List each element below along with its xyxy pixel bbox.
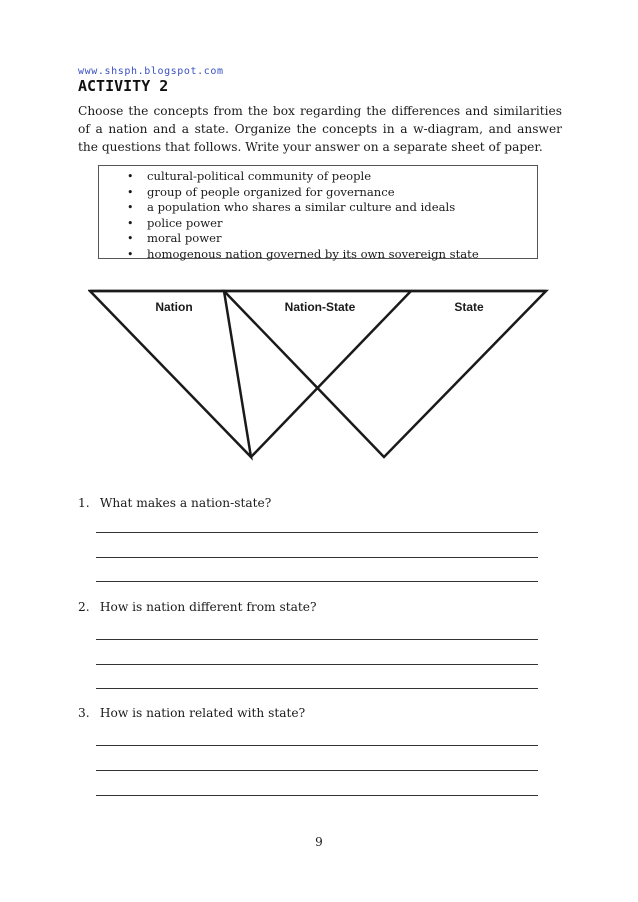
concept-list (99, 166, 537, 262)
answer-line[interactable] (96, 664, 538, 665)
w-diagram (88, 288, 550, 462)
answer-line[interactable] (96, 532, 538, 533)
divider-line (251, 291, 411, 457)
answer-line[interactable] (96, 745, 538, 746)
question-number: 2. (78, 600, 90, 614)
question-text: What makes a nation-state? (99, 496, 272, 510)
concept-item: • homogenous nation governed by its own sovereign state (147, 247, 537, 263)
page-number: 9 (315, 835, 323, 849)
left-triangle (90, 291, 251, 457)
answer-line[interactable] (96, 770, 538, 771)
diagram-label-state: State (454, 300, 484, 314)
question-2 (78, 600, 317, 614)
concept-item: • a population who shares a similar culture and ideals (147, 200, 537, 216)
diagram-label-nation-state: Nation-State (284, 300, 356, 314)
question-number: 3. (78, 706, 90, 720)
answer-line[interactable] (96, 688, 538, 689)
answer-line[interactable] (96, 639, 538, 640)
concept-item: • moral power (147, 231, 537, 247)
instructions-paragraph: Choose the concepts from the box regarding the differences and similarities of a nation and a state. Organize the concepts in a w-diagram, and answer the questions that follows. Write your answer on a separate sheet of paper. (78, 104, 562, 154)
question-number: 1. (78, 496, 90, 510)
concept-box (98, 165, 538, 259)
question-text: How is nation different from state? (99, 600, 317, 614)
answer-line[interactable] (96, 581, 538, 582)
answer-line[interactable] (96, 557, 538, 558)
activity-title: ACTIVITY 2 (78, 77, 169, 95)
concept-item: • cultural-political community of people (147, 169, 537, 185)
concept-item: • police power (147, 216, 537, 232)
question-1 (78, 496, 271, 510)
website-url: www.shsph.blogspot.com (78, 66, 224, 77)
answer-line[interactable] (96, 795, 538, 796)
diagram-label-nation: Nation (155, 300, 193, 314)
concept-item: • group of people organized for governance (147, 185, 537, 201)
question-3 (78, 706, 305, 720)
question-text: How is nation related with state? (99, 706, 306, 720)
right-triangle (224, 291, 546, 457)
